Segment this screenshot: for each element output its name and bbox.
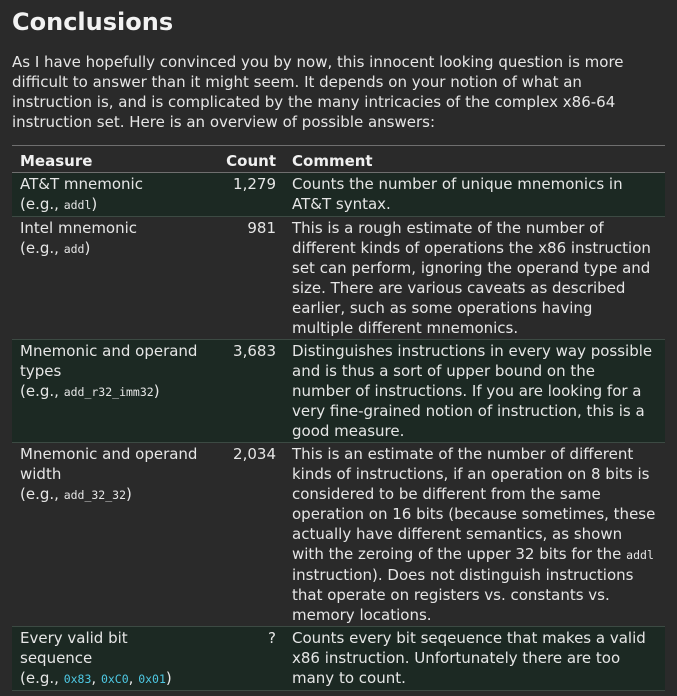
measure-cell [12,173,208,217]
example-suffix: ) [153,382,160,400]
comment-text-before: This is an estimate of the number of different kinds of instructions, if an operation on 8 bits is considered to be different from the same operation on 16 bits (because sometimes, these actually have different semantics, as shown with the zeroing of the upper 32 bits for the [292,445,656,563]
measure-cell [12,627,208,691]
example-suffix: ) [165,669,172,687]
measure-name: Mnemonic and operand types [20,342,198,380]
comment-cell: This is a rough estimate of the number of different kinds of operations the x86 instruction set can perform, ignoring the operand type and size. There are various caveats as described earlier, such as some operations having multiple different mnemonics. [284,217,665,340]
example-suffix: ) [126,485,132,503]
measure-cell [12,443,208,627]
table-row [12,173,665,217]
measure-name: Intel mnemonic [20,219,138,237]
section-heading: Conclusions [12,8,174,36]
count-cell: ? [208,627,284,691]
example-separator: , [91,669,101,687]
comment-code: addl [626,548,654,562]
example-prefix: (e.g., [20,669,64,687]
example-code-hex: 0x01 [138,672,166,686]
header-count: Count [208,146,284,173]
example-prefix: (e.g., [20,485,64,503]
example-prefix: (e.g., [20,239,64,257]
count-cell: 2,034 [208,443,284,627]
comment-cell: Counts the number of unique mnemonics in AT&T syntax. [284,173,665,217]
comment-cell: Distinguishes instructions in every way possible and is thus a sort of upper bound on the number of instructions. If you are looking for a very fine-grained notion of instruction, this is a good measure. [284,340,665,443]
header-measure: Measure [12,146,208,173]
count-cell: 1,279 [208,173,284,217]
table-row [12,443,665,627]
header-comment: Comment [284,146,665,173]
measure-name: Mnemonic and operand width [20,445,198,483]
table-row [12,627,665,691]
measure-cell [12,340,208,443]
example-code: add [63,242,85,256]
measure-cell [12,217,208,340]
count-cell: 981 [208,217,284,340]
measure-name: Every valid bit sequence [20,629,128,667]
example-code: addl [63,198,92,212]
count-cell: 3,683 [208,340,284,443]
table-header-row [12,146,665,173]
intro-paragraph: As I have hopefully convinced you by now, this innocent looking question is more difficult to answer than it might seem. It depends on your notion of what an instruction is, and is complicated by the many intricacies of the complex x86-64 instruction set. Here is an overview of possible answers: [12,53,624,131]
table-row [12,217,665,340]
example-prefix: (e.g., [20,382,64,400]
example-suffix: ) [91,195,98,213]
example-code-hex: 0xC0 [100,672,129,686]
example-prefix: (e.g., [20,195,64,213]
example-separator: , [128,669,139,687]
example-suffix: ) [84,239,91,257]
example-code-hex: 0x83 [63,672,92,686]
table-row [12,340,665,443]
comment-text-after: instruction). Does not distinguish instructions that operate on registers vs. constants vs. memory locations. [292,566,634,624]
measure-name: AT&T mnemonic [20,175,143,193]
comment-cell: Counts every bit seqeuence that makes a valid x86 instruction. Unfortunately there are too many to count. [284,627,665,691]
comment-cell [284,443,665,627]
example-code: add_r32_imm32 [63,385,154,399]
example-code: add_32_32 [63,488,126,502]
answers-table [12,145,665,691]
